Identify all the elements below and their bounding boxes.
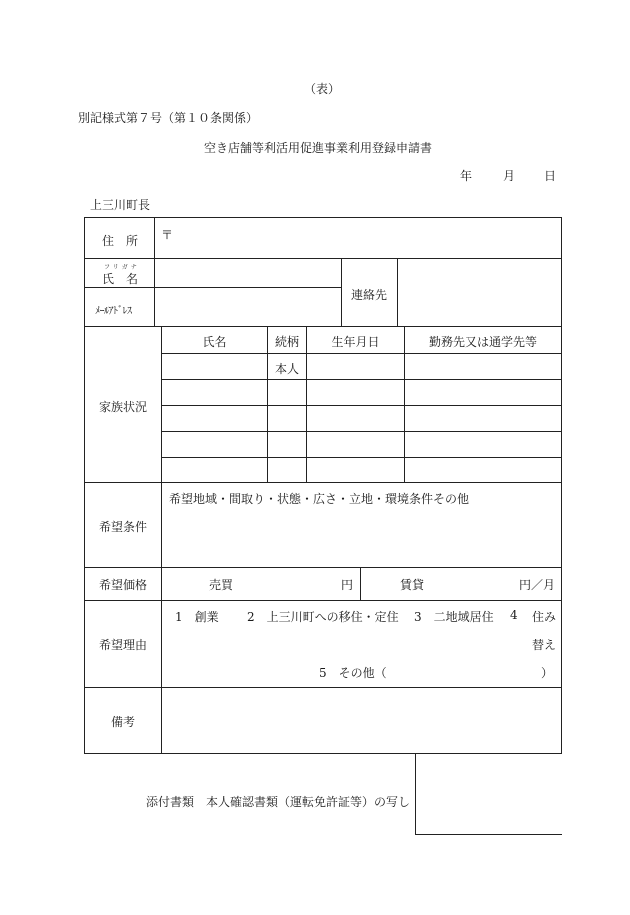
reason-option-move-line2: 替え [532, 638, 557, 652]
form-number: 別記様式第７号（第１０条関係） [78, 111, 259, 125]
sale-unit: 円 [341, 578, 354, 592]
address-label: 住 所 [102, 234, 139, 248]
row-divider [84, 600, 562, 601]
col-divider [154, 217, 155, 326]
row-divider [161, 431, 562, 432]
reason-option-relocation: 2 上三川町への移住・定住 [247, 610, 399, 624]
reason-option-startup: 1 創業 [175, 610, 219, 624]
date-year-label: 年 [460, 169, 473, 183]
reason-option-other: 5 その他（ [319, 666, 387, 680]
row-divider [84, 482, 562, 483]
row-divider [161, 457, 562, 458]
sale-label: 売買 [209, 578, 234, 592]
postal-mark: 〒 [161, 228, 174, 242]
table-top-border [84, 217, 562, 218]
col-divider [397, 258, 398, 326]
row-divider [161, 405, 562, 406]
reason-option-dual-residence: 3 二地域居住 [414, 610, 494, 624]
row-divider [161, 379, 562, 380]
table-right-border [561, 217, 562, 754]
date-month-label: 月 [503, 169, 516, 183]
row-divider [161, 353, 562, 354]
reason-option-other-close: ） [541, 666, 554, 680]
reason-option-move-number: 4 [510, 608, 518, 622]
row-divider [84, 326, 562, 327]
family-self-relation: 本人 [274, 362, 299, 376]
family-col-relation: 続柄 [274, 335, 299, 349]
attachment-box-left [415, 753, 416, 835]
contact-label: 連絡先 [351, 288, 388, 302]
col-divider [341, 258, 342, 326]
conditions-label: 希望条件 [99, 520, 148, 534]
reason-label: 希望理由 [99, 638, 148, 652]
reason-option-move-line1: 住み [532, 610, 557, 624]
family-col-name: 氏名 [202, 335, 227, 349]
form-title: 空き店舗等利活用促進事業利用登録申請書 [204, 141, 433, 155]
col-divider [161, 326, 162, 753]
name-label: 氏 名 [102, 272, 139, 286]
price-label: 希望価格 [99, 578, 148, 592]
attachment-note: 添付書類 本人確認書類（運転免許証等）の写し [146, 795, 411, 809]
family-col-birthdate: 生年月日 [331, 335, 380, 349]
addressee: 上三川町長 [90, 198, 151, 212]
table-bottom-border [84, 753, 562, 754]
date-day-label: 日 [544, 169, 557, 183]
row-divider [84, 567, 562, 568]
row-divider [84, 258, 562, 259]
row-divider [84, 287, 342, 288]
remarks-label: 備考 [111, 715, 136, 729]
col-divider [360, 567, 361, 600]
family-col-workplace: 勤務先又は通学先等 [428, 335, 537, 349]
conditions-description: 希望地域・間取り・状態・広さ・立地・環境条件その他 [169, 492, 470, 506]
rent-unit: 円／月 [519, 578, 556, 592]
side-label: （表） [304, 82, 341, 96]
table-left-border [84, 217, 85, 754]
furigana-label: フリガナ [104, 264, 140, 271]
family-section-label: 家族状況 [99, 400, 148, 414]
email-label: ﾒｰﾙｱﾄﾞﾚｽ [95, 306, 132, 317]
attachment-box-bottom [415, 834, 562, 835]
rent-label: 賃貸 [400, 578, 425, 592]
row-divider [84, 687, 562, 688]
